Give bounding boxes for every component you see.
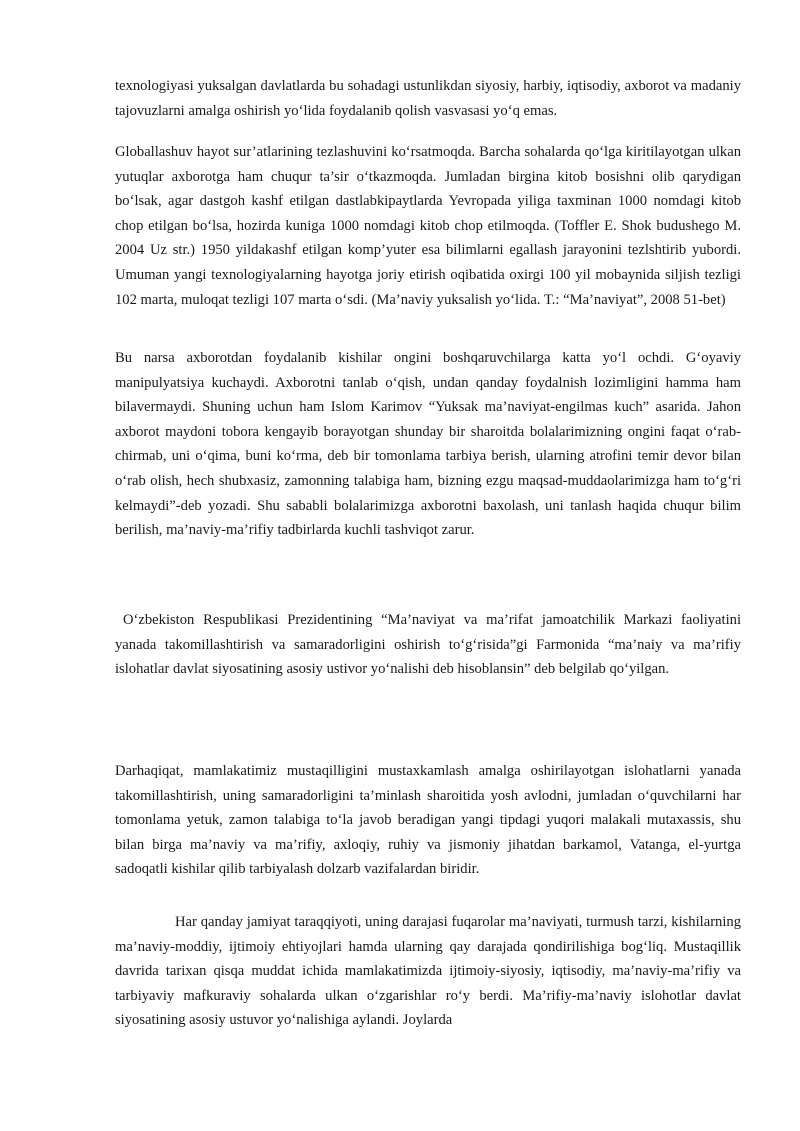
paragraph-3: Bu narsa axborotdan foydalanib kishilar ongini boshqaruvchilarga katta yo‘l ochdi. G‘oyaviy manipulyatsiya kuchaydi. Axborotni tanlab o‘qish, undan qanday foydalnish lozimligini hamma ham bilavermaydi. Shuning uchun ham Islom Karimov “Yuksak ma’naviyat-engilmas kuch” asarida. Jahon axborot maydoni tobora kengayib borayotgan shunday bir sharoitda bolalarimizning ongini faqat o‘rab-chirmab, uni o‘qima, buni ko‘rma, deb bir tomonlama tarbiya berish, ularning atrofini temir devor bilan o‘rab olish, hech shubxasiz, zamonning talabiga ham, bizning ezgu maqsad-muddaolarimizga ham to‘g‘ri kelmaydi”-deb yozadi. Shu sababli bolalarimizga axborotni baxolash, uni tanlash haqida chuqur bilim berilish, ma’naviy-ma’rifiy tadbirlarda kuchli tashviqot zarur.	[115, 350, 741, 539]
paragraph-5: Darhaqiqat, mamlakatimiz mustaqilligini mustaxkamlash amalga oshirilayotgan islohatlarni yanada takomillashtirish, uning samaradorligini ta’minlash sharoitida yosh avlodni, jumladan o‘quvchilarni har tomonlama yetuk, zamon talabiga to‘la javob beradigan yangi tipdagi yuqori malakali mutaxassis, shu bilan birga ma’naviy va ma’rifiy, axloqiy, ruhiy va jismoniy jihatdan barkamol, Vatanga, el-yurtga sadoqatli kishilar qilib tarbiyalash dolzarb vazifalardan biridir.	[115, 763, 741, 878]
paragraph-4: O‘zbekiston Respublikasi Prezidentining “Ma’naviyat va ma’rifat jamoatchilik Markazi faoliyatini yanada takomillashtirish va samaradorligini oshirish to‘g‘risida”gi Farmonida “ma’naiy va ma’rifiy islohatlar davlat siyosatining asosiy ustivor yo‘nalishi deb hisoblansin” deb belgilab qo‘yilgan.	[115, 612, 741, 678]
paragraph-2: Globallashuv hayot sur’atlarining tezlashuvini ko‘rsatmoqda. Barcha sohalarda qo‘lga kiritilayotgan ulkan yutuqlar axborotga ham chuqur ta’sir o‘tkazmoqda. Jumladan birgina kitob bosishni olib qarydigan bo‘lsak, agar dastgoh kashf etilgan dastlabkipaytlarda Yevropada yiliga taxminan 1000 nomdagi kitob chop etilgan bo‘lsa, hozirda kuniga 1000 nomdagi kitob chop etilmoqda. (Toffler E. Shok budushego M. 2004 Uz str.) 1950 yildakashf etilgan komp’yuter esa bilimlarni egallash jarayonini tezlshtirib yubordi. Umuman yangi texnologiyalarning hayotga joriy etirish oqibatida oxirgi 100 yil mobaynida siljish tezligi 102 marta, muloqat tezligi 107 marta o‘sdi. (Ma’naviy yuksalish yo‘lida. T.: “Ma’naviyat”, 2008 51-bet)	[115, 144, 741, 308]
paragraph-6: Har qanday jamiyat taraqqiyoti, uning darajasi fuqarolar ma’naviyati, turmush tarzi, kishilarning ma’naviy-moddiy, ijtimoiy ehtiyojlari hamda ularning qay darajada qondirilishiga bog‘liq. Mustaqillik davrida tarixan qisqa muddat ichida mamlakatimizda ijtimoiy-siyosiy, iqtisodiy, ma’naviy-ma’rifiy va tarbiyaviy mafkuraviy sohalarda ulkan o‘zgarishlar ro‘y berdi. Ma’rifiy-ma’naviy islohotlar davlat siyosatining asosiy ustuvor yo‘nalishiga aylandi. Joylarda	[115, 914, 741, 1029]
paragraph-1: texnologiyasi yuksalgan davlatlarda bu sohadagi ustunlikdan siyosiy, harbiy, iqtisodiy, axborot va madaniy tajovuzlarni amalga oshirish yo‘lida foydalanib qolish vasvasasi yo‘q emas.	[115, 78, 741, 119]
